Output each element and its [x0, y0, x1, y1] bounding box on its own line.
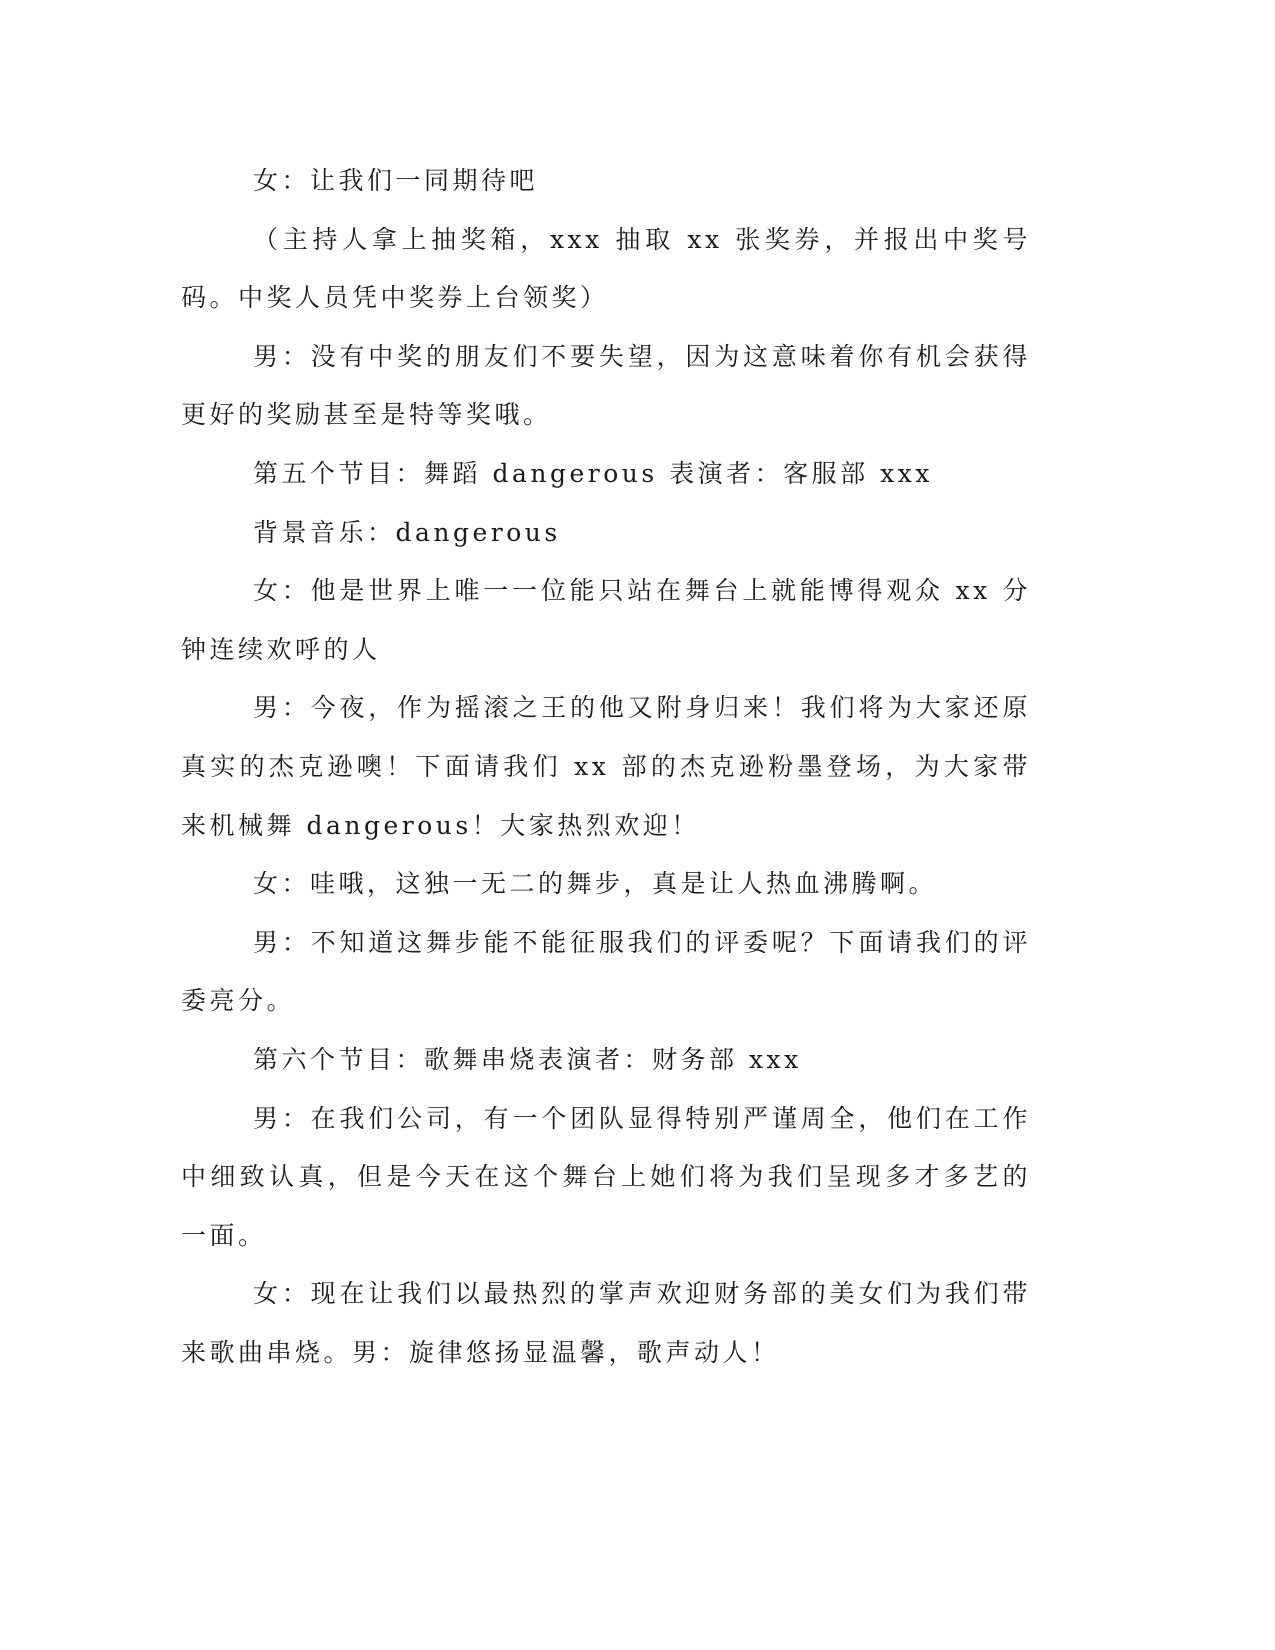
paragraph-female-host-welcome: 女：现在让我们以最热烈的掌声欢迎财务部的美女们为我们带来歌曲串烧。男：旋律悠扬显温馨，歌声动人！: [181, 1279, 1031, 1367]
paragraph-lottery-instruction: （主持人拿上抽奖箱，xxx 抽取 xx 张奖券，并报出中奖号码。中奖人员凭中奖券上台领奖）: [181, 224, 1031, 313]
document-body: [181, 152, 1031, 1382]
paragraph-female-host-reaction: 女：哇哦，这独一无二的舞步，真是让人热血沸腾啊。: [253, 869, 938, 899]
paragraph-male-host-consolation: 男：没有中奖的朋友们不要失望，因为这意味着你有机会获得更好的奖励甚至是特等奖哦。: [181, 341, 1031, 430]
paragraph-program-six-title: 第六个节目：歌舞串烧表演者：财务部 xxx: [253, 1044, 802, 1074]
paragraph-male-host-finance-team: 男：在我们公司，有一个团队显得特别严谨周全，他们在工作中细致认真，但是今天在这个舞台上她们将为我们呈现多才多艺的一面。: [181, 1103, 1031, 1250]
paragraph-program-five-title: 第五个节目：舞蹈 dangerous 表演者：客服部 xxx: [253, 458, 933, 488]
paragraph-female-host-intro: 女：他是世界上唯一一位能只站在舞台上就能博得观众 xx 分钟连续欢呼的人: [181, 576, 1031, 664]
paragraph-male-host-intro: 男：今夜，作为摇滚之王的他又附身归来！我们将为大家还原真实的杰克逊噢！下面请我们 xx 部的杰克逊粉墨登场，为大家带来机械舞 dangerous！大家热烈欢迎！: [181, 693, 1031, 840]
paragraph-background-music: 背景音乐：dangerous: [253, 517, 561, 547]
paragraph-female-host-anticipation: 女：让我们一同期待吧: [253, 166, 539, 195]
paragraph-male-host-judges: 男：不知道这舞步能不能征服我们的评委呢？下面请我们的评委亮分。: [181, 927, 1031, 1016]
